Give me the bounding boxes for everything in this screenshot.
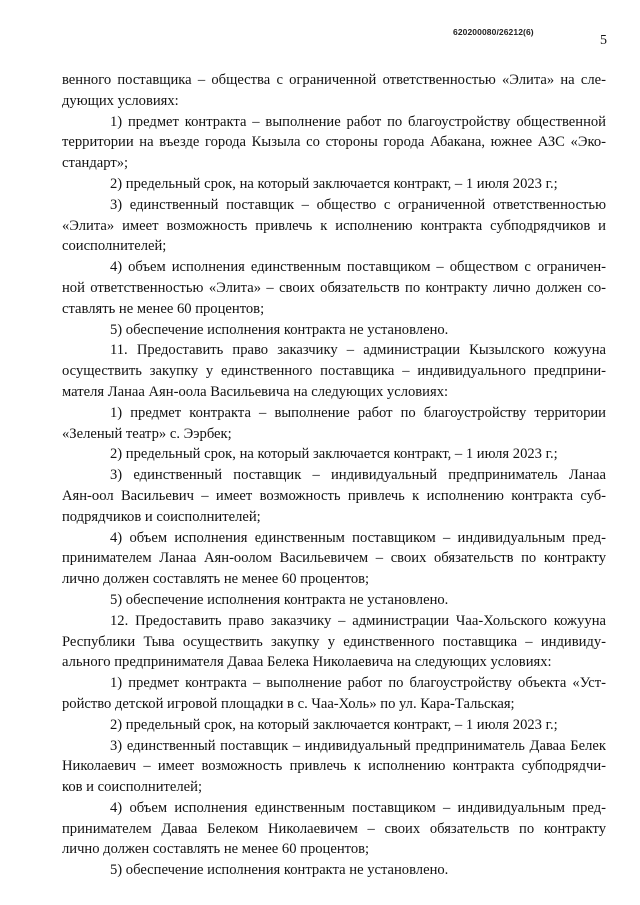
text-line: 2) предельный срок, на который заключается контракт, – 1 июля 2023 г.; [110, 175, 558, 192]
text-line: Аян-оол Васильевич – имеет возможность привлечь к исполнению контракта суб- [62, 487, 606, 504]
text-line: 1) предмет контракта – выполнение работ по благоустройству общественной [110, 113, 606, 130]
text-line: ройство детской игровой площадки в с. Чаа-Холь» по ул. Кара-Тальская; [62, 695, 515, 712]
text-line: «Элита» имеет возможность привлечь к исполнению контракта субподрядчиков и [62, 217, 606, 234]
text-line: 3) единственный поставщик – общество с ограниченной ответственностью [110, 196, 606, 213]
text-line: ной ответственностью «Элита» – своих обязательств по контракту лично должен со- [62, 279, 606, 296]
text-line: 4) объем исполнения единственным поставщиком – обществом с ограничен- [110, 259, 606, 276]
text-line: ставлять не менее 60 процентов; [62, 300, 265, 317]
text-line: 3) единственный поставщик – индивидуальный предприниматель Даваа Белек [110, 737, 606, 754]
text-line: Николаевич – имеет возможность привлечь к исполнению контракта субподрядчи- [62, 758, 606, 775]
text-line: венного поставщика – общества с ограниченной ответственностью «Элита» на сле- [62, 72, 606, 88]
text-line: Республики Тыва осуществить закупку у единственного поставщика – индивиду- [62, 633, 606, 650]
text-line: стандарт»; [62, 155, 129, 172]
text-line: 5) обеспечение исполнения контракта не установлено. [110, 862, 449, 879]
text-line: мателя Ланаа Аян-оола Васильевича на следующих условиях: [62, 383, 449, 400]
text-line: 4) объем исполнения единственным поставщиком – индивидуальным пред- [110, 529, 606, 546]
text-line: принимателем Ланаа Аян-оолом Васильевичем – своих обязательств по контракту [62, 550, 606, 567]
text-line: 5) обеспечение исполнения контракта не установлено. [110, 591, 449, 608]
text-line: 2) предельный срок, на который заключается контракт, – 1 июля 2023 г.; [110, 446, 558, 463]
text-line: ков и соисполнителей; [62, 779, 203, 796]
text-line: 1) предмет контракта – выполнение работ по благоустройству объекта «Уст- [110, 675, 606, 692]
text-line: подрядчиков и соисполнителей; [62, 508, 261, 525]
text-line: 3) единственный поставщик – индивидуальный предприниматель Ланаа [110, 467, 606, 484]
text-line: 4) объем исполнения единственным поставщиком – индивидуальным пред- [110, 799, 606, 816]
text-line: 1) предмет контракта – выполнение работ по благоустройству территории [110, 404, 606, 421]
document-id: 620200080/26212(6) [453, 27, 534, 37]
text-line: принимателем Даваа Белеком Николаевичем – своих обязательств по контракту [62, 820, 606, 837]
text-line: 12. Предоставить право заказчику – администрации Чаа-Хольского кожууна [110, 612, 606, 629]
text-line: 2) предельный срок, на который заключается контракт, – 1 июля 2023 г.; [110, 716, 558, 733]
text-line: лично должен составлять не менее 60 процентов; [62, 841, 370, 858]
text-line: территории на въезде города Кызыла со стороны города Абакана, южнее АЗС «Эко- [62, 134, 606, 151]
text-line: осуществить закупку у единственного поставщика – индивидуального предприни- [62, 363, 606, 380]
text-line: 11. Предоставить право заказчику – администрации Кызылского кожууна [110, 342, 606, 359]
document-body [62, 70, 606, 881]
text-line: 5) обеспечение исполнения контракта не установлено. [110, 321, 449, 338]
text-line: лично должен составлять не менее 60 процентов; [62, 571, 370, 588]
text-line: соисполнителей; [62, 238, 167, 255]
text-line: ального предпринимателя Даваа Белека Николаевича на следующих условиях: [62, 654, 552, 671]
text-line: дующих условиях: [62, 92, 179, 109]
text-line: «Зеленый театр» с. Ээрбек; [62, 425, 232, 442]
page-number: 5 [600, 33, 607, 48]
